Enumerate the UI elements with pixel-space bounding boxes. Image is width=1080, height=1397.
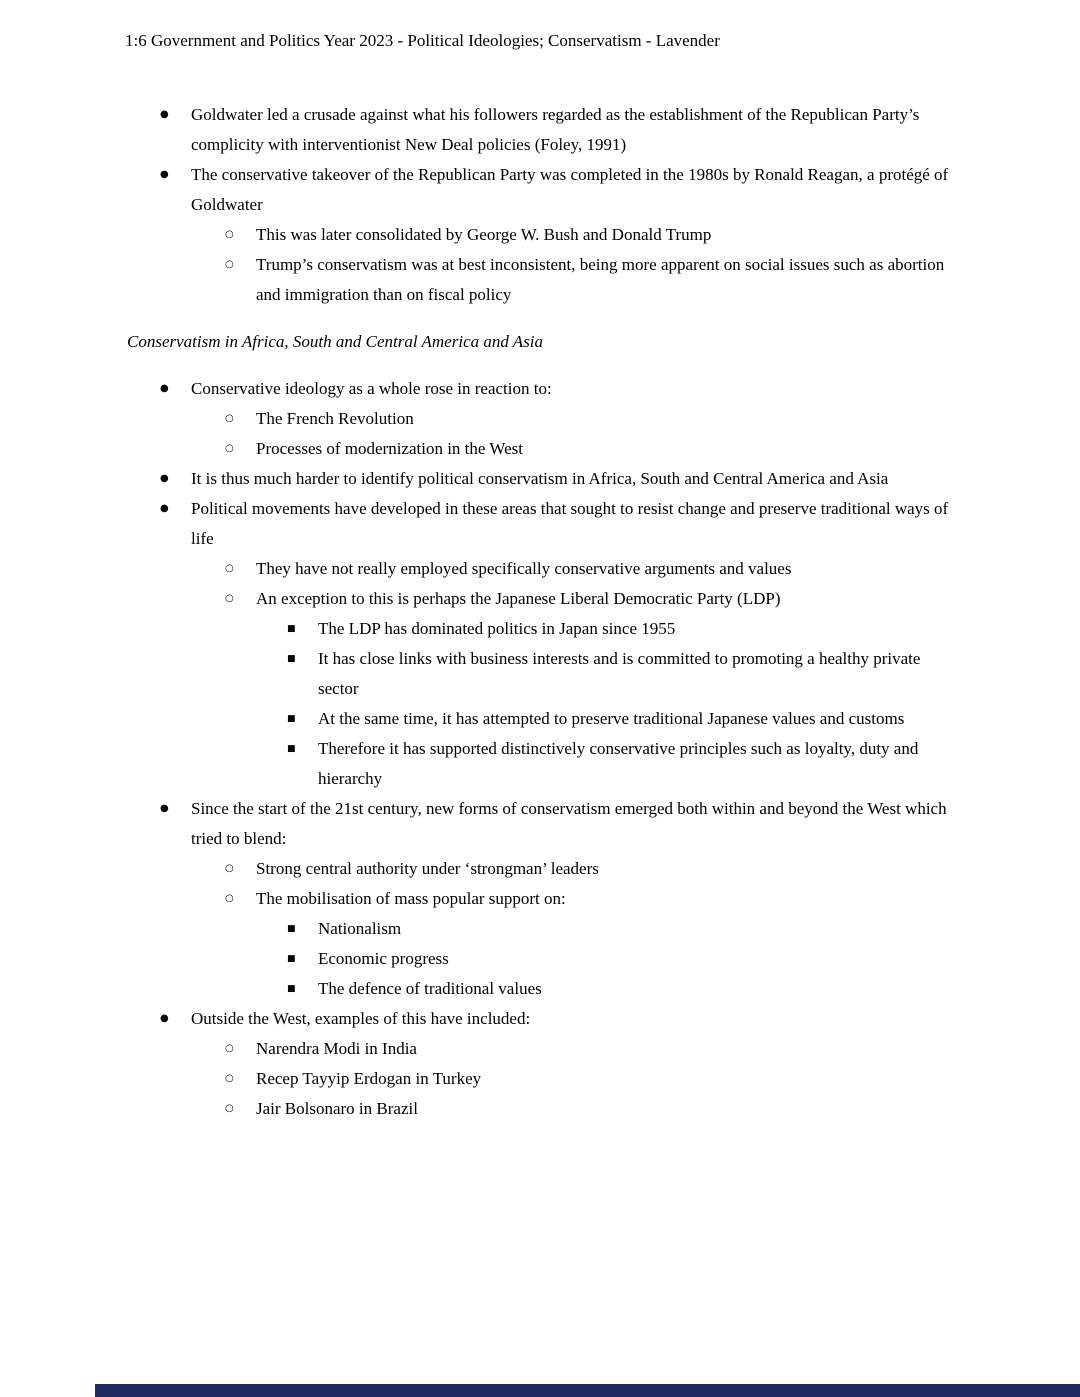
item-text: Outside the West, examples of this have included: — [191, 1009, 531, 1028]
list-item — [125, 1064, 955, 1094]
list-item — [125, 554, 955, 584]
bullet-marker: ● — [160, 503, 169, 514]
item-text: They have not really employed specifically conservative arguments and values — [256, 559, 792, 578]
bullet-marker: ○ — [225, 443, 234, 454]
item-text: This was later consolidated by George W. Bush and Donald Trump — [256, 225, 712, 244]
list-item — [125, 644, 955, 704]
item-text: Since the start of the 21st century, new forms of conservatism emerged both within and beyond the West which tried to blend: — [191, 799, 947, 848]
item-text: The French Revolution — [256, 409, 414, 428]
item-text: The mobilisation of mass popular support on: — [256, 889, 566, 908]
document-header: 1:6 Government and Politics Year 2023 - Political Ideologies; Conservatism - Lavender — [125, 31, 720, 50]
bullet-marker: ■ — [287, 714, 296, 724]
item-text: It is thus much harder to identify political conservatism in Africa, South and Central America and Asia — [191, 469, 889, 488]
bullet-marker: ○ — [225, 413, 234, 424]
bullet-marker: ● — [160, 383, 169, 394]
item-text: Nationalism — [318, 919, 402, 938]
item-text: Strong central authority under ‘strongman’ leaders — [256, 859, 599, 878]
bullet-marker: ○ — [225, 1043, 234, 1054]
list-item — [125, 704, 955, 734]
bullet-marker: ○ — [225, 893, 234, 904]
item-text: The defence of traditional values — [318, 979, 542, 998]
bullet-marker: ■ — [287, 984, 296, 994]
list-item — [125, 974, 955, 1004]
item-text: Conservative ideology as a whole rose in reaction to: — [191, 379, 552, 398]
list-item — [125, 374, 955, 404]
list-item — [125, 160, 955, 220]
list-item — [125, 884, 955, 914]
item-text: At the same time, it has attempted to preserve traditional Japanese values and customs — [318, 709, 905, 728]
bullet-marker: ● — [160, 109, 169, 120]
bullet-marker: ■ — [287, 924, 296, 934]
item-text: The conservative takeover of the Republican Party was completed in the 1980s by Ronald Reagan, a protégé of Goldwater — [191, 165, 949, 214]
list-item — [125, 944, 955, 974]
list-item — [125, 1034, 955, 1064]
list-item — [125, 434, 955, 464]
bullet-marker: ■ — [287, 954, 296, 964]
item-text: Processes of modernization in the West — [256, 439, 523, 458]
item-text: Therefore it has supported distinctively conservative principles such as loyalty, duty and hierarchy — [318, 739, 919, 788]
item-text: Trump’s conservatism was at best inconsistent, being more apparent on social issues such as abortion and immigration than on fiscal policy — [256, 255, 945, 304]
bullet-marker: ● — [160, 473, 169, 484]
bullet-marker: ○ — [225, 1073, 234, 1084]
content-list — [125, 100, 955, 1124]
list-item — [125, 100, 955, 160]
item-text: Economic progress — [318, 949, 449, 968]
bullet-marker: ○ — [225, 593, 234, 604]
item-text: Political movements have developed in these areas that sought to resist change and preserve traditional ways of life — [191, 499, 949, 548]
list-item — [125, 914, 955, 944]
list-item — [125, 1094, 955, 1124]
list-item — [125, 404, 955, 434]
bullet-marker: ○ — [225, 229, 234, 240]
bullet-marker: ○ — [225, 259, 234, 270]
bullet-marker: ● — [160, 169, 169, 180]
list-item — [125, 1004, 955, 1034]
list-item — [125, 614, 955, 644]
bullet-marker: ■ — [287, 624, 296, 634]
list-item — [125, 250, 955, 310]
list-item — [125, 854, 955, 884]
bullet-marker: ● — [160, 1013, 169, 1024]
item-text: Narendra Modi in India — [256, 1039, 417, 1058]
bottom-bar — [95, 1384, 1080, 1397]
bullet-marker: ■ — [287, 744, 296, 754]
item-text: Jair Bolsonaro in Brazil — [256, 1099, 418, 1118]
item-text: Recep Tayyip Erdogan in Turkey — [256, 1069, 482, 1088]
section-heading: Conservatism in Africa, South and Central America and Asia — [127, 332, 544, 351]
list-item — [125, 794, 955, 854]
list-item — [125, 220, 955, 250]
list-item — [125, 494, 955, 554]
list-item — [125, 464, 955, 494]
item-text: An exception to this is perhaps the Japanese Liberal Democratic Party (LDP) — [256, 589, 781, 608]
bullet-marker: ● — [160, 803, 169, 814]
item-text: It has close links with business interests and is committed to promoting a healthy private sector — [318, 649, 921, 698]
bullet-marker: ○ — [225, 563, 234, 574]
item-text: Goldwater led a crusade against what his followers regarded as the establishment of the Republican Party’s complicity with interventionist New Deal policies (Foley, 1991) — [191, 105, 920, 154]
bullet-marker: ○ — [225, 863, 234, 874]
list-item — [125, 584, 955, 614]
bullet-marker: ○ — [225, 1103, 234, 1114]
list-item — [125, 734, 955, 794]
item-text: The LDP has dominated politics in Japan since 1955 — [318, 619, 676, 638]
bullet-marker: ■ — [287, 654, 296, 664]
